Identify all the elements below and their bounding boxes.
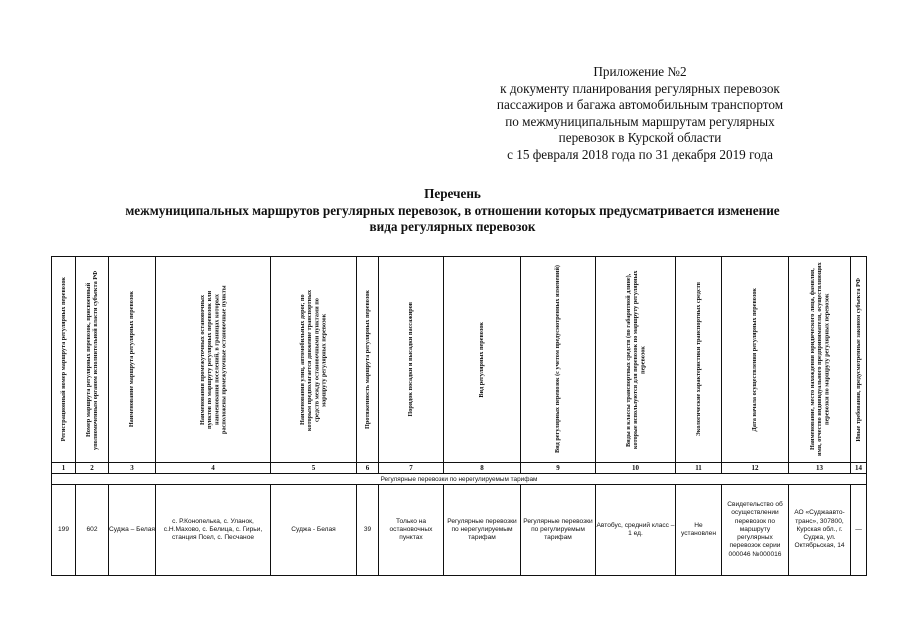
header-cell	[52, 257, 76, 463]
header-cell	[851, 257, 867, 463]
header-text: Вид регулярных перевозок	[478, 321, 486, 398]
column-number: 10	[596, 463, 676, 474]
cell-type-changed: Регулярные перевозки по регулируемым тарифам	[521, 485, 596, 576]
appendix-line: к документу планирования регулярных перевозок	[500, 80, 780, 96]
column-number: 6	[357, 463, 379, 474]
table-row	[52, 485, 867, 576]
header-text: Экологические характеристики транспортных средств	[694, 282, 702, 437]
cell-boarding: Только на остановочных пунктах	[379, 485, 444, 576]
column-number: 12	[722, 463, 789, 474]
cell-vehicles: Автобус, средний класс – 1 ед.	[596, 485, 676, 576]
cell-streets: Суджа - Белая	[271, 485, 357, 576]
column-number: 7	[379, 463, 444, 474]
cell-reg-number: 199	[52, 485, 76, 576]
section-label: Регулярные перевозки по нерегулируемым тарифам	[52, 474, 867, 485]
routes-table	[51, 256, 867, 576]
header-cell	[379, 257, 444, 463]
cell-start-date: Свидетельство об осуществлении перевозок по маршруту регулярных перевозок серии 000046 №000016	[722, 485, 789, 576]
appendix-line: перевозок в Курской области	[558, 130, 722, 146]
header-text: Наименования промежуточных остановочных пунктов по маршруту регулярных перевозок или наименования поселений, в границах которых расположены промежуточные остановочные пункты	[198, 285, 228, 434]
header-text: Вид регулярных перевозок (с учетом предусмотренных изменений)	[554, 265, 562, 454]
appendix-heading	[470, 64, 810, 164]
header-cell	[521, 257, 596, 463]
header-cell	[444, 257, 521, 463]
header-cell	[357, 257, 379, 463]
appendix-line: по межмуниципальным маршрутам регулярных	[505, 113, 775, 129]
column-number: 13	[789, 463, 851, 474]
column-number: 1	[52, 463, 76, 474]
header-text: Наименования улиц, автомобильных дорог, по которым предполагается движение транспортных средств между остановочными пунктами по маршруту регулярных перевозок	[299, 288, 328, 431]
header-text: Порядок посадки и высадки пассажиров	[407, 302, 415, 417]
document-title	[40, 186, 865, 236]
header-text: Наименование маршрута регулярных перевозок	[128, 291, 136, 428]
title-line-1: Перечень	[424, 186, 481, 201]
appendix-line: с 15 февраля 2018 года по 31 декабря 2019 года	[507, 146, 773, 162]
header-text: Дата начала осуществления регулярных перевозок	[751, 287, 759, 432]
header-text: Наименование, место нахождения юридического лица, фамилия, имя, отчество индивидуального предпринимателя, осуществляющих перевозки по маршруту регулярных перевозок	[808, 262, 831, 457]
title-line-2: межмуниципальных маршрутов регулярных перевозок, в отношении которых предусматривается изменение	[125, 202, 780, 218]
header-cell	[722, 257, 789, 463]
column-number-row	[52, 463, 867, 474]
cell-route-number: 602	[76, 485, 109, 576]
cell-stops: с. Р.Конопелька, с. Уланок, с.Н.Махово, с. Белица, с. Гирьи, станция Псел, с. Песчаное	[156, 485, 271, 576]
header-cell	[271, 257, 357, 463]
header-text: Виды и классы транспортных средств (по габаритной длине), которые используются для перевозок по маршруту регулярных перевозок	[624, 270, 647, 449]
title-line-3: вида регулярных перевозок	[369, 219, 536, 234]
header-text: Протяженность маршрута регулярных перевозок	[363, 290, 371, 429]
column-number: 5	[271, 463, 357, 474]
section-row	[52, 474, 867, 485]
column-number: 3	[109, 463, 156, 474]
column-number: 4	[156, 463, 271, 474]
column-number: 9	[521, 463, 596, 474]
header-cell	[676, 257, 722, 463]
appendix-line: пассажиров и багажа автомобильным транспортом	[496, 97, 784, 113]
header-cell	[76, 257, 109, 463]
cell-route-name: Суджа – Белая	[109, 485, 156, 576]
header-cell	[596, 257, 676, 463]
column-number: 14	[851, 463, 867, 474]
header-text: Номер маршрута регулярных перевозок, присвоенный уполномоченным органом исполнительной власти субъекта РФ	[84, 269, 99, 450]
cell-other: —	[851, 485, 867, 576]
header-cell	[109, 257, 156, 463]
column-number: 8	[444, 463, 521, 474]
cell-length: 39	[357, 485, 379, 576]
column-number: 2	[76, 463, 109, 474]
cell-carrier: АО «Суджаавто-транс», 307800, Курская обл., г. Суджа, ул. Октябрьская, 14	[789, 485, 851, 576]
header-cell	[156, 257, 271, 463]
appendix-line: Приложение №2	[593, 64, 687, 79]
header-cell	[789, 257, 851, 463]
header-text: Регистрационный номер маршрута регулярных перевозок	[59, 277, 67, 442]
header-text: Иные требования, предусмотренные законом субъекта РФ	[854, 277, 862, 442]
cell-ecology: Не установлен	[676, 485, 722, 576]
cell-type: Регулярные перевозки по нерегулируемым тарифам	[444, 485, 521, 576]
header-row	[52, 257, 867, 463]
column-number: 11	[676, 463, 722, 474]
